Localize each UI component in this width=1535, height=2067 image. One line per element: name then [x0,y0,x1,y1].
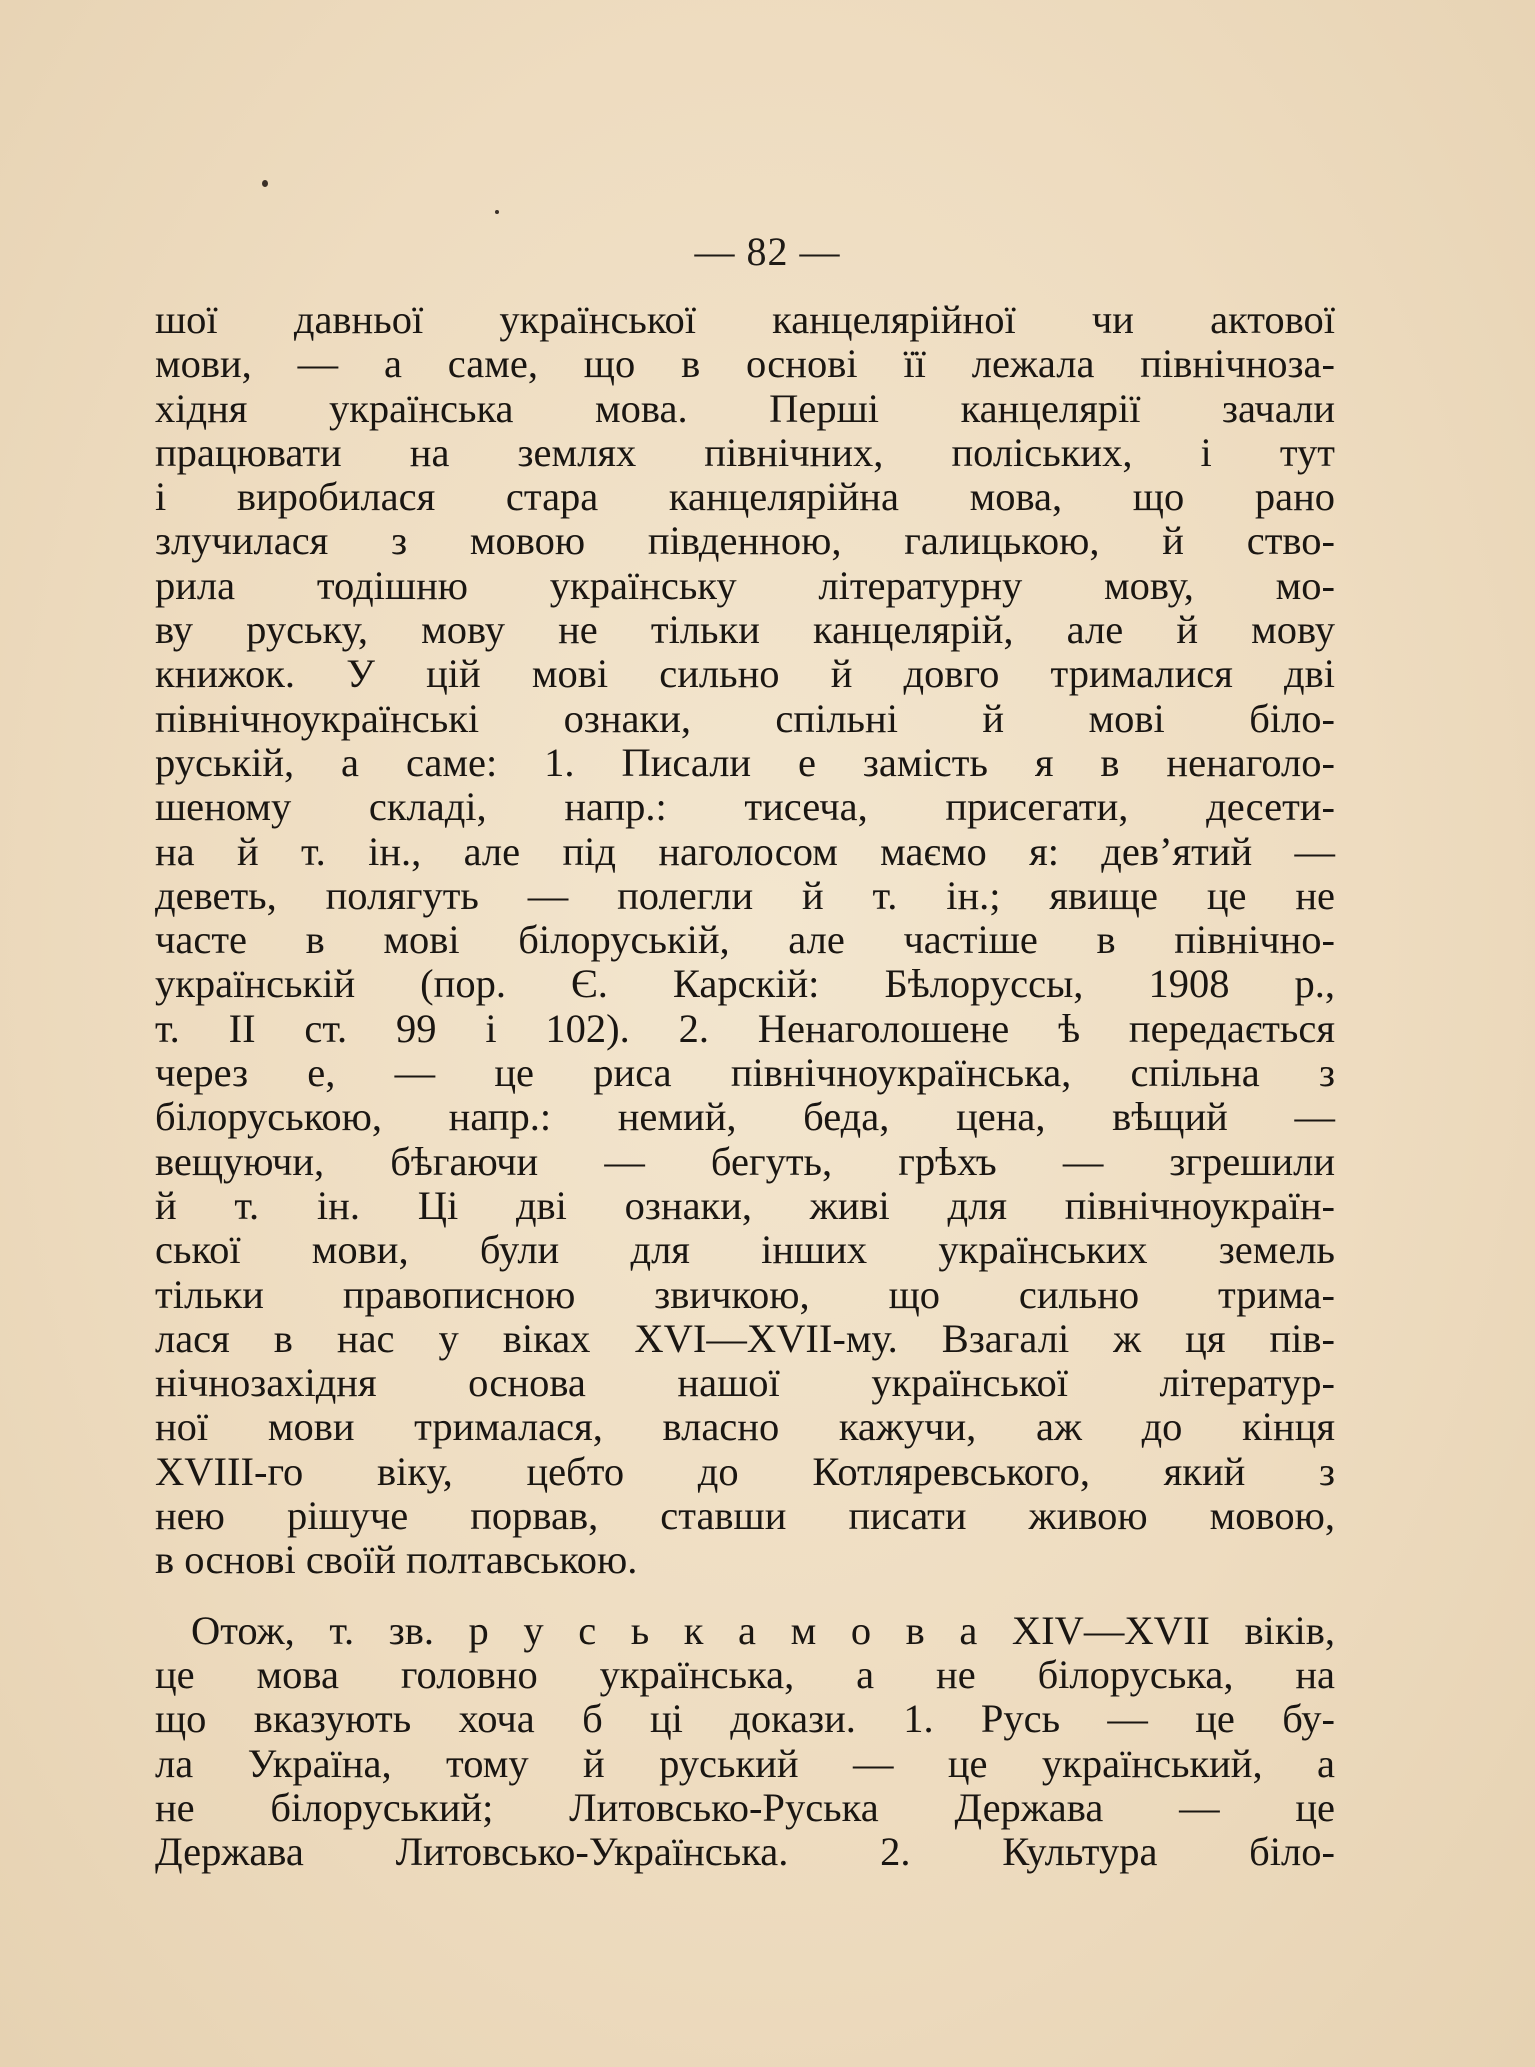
paragraph-1 [155,298,1335,1583]
text-line: не білоруський; Литовсько-Руська Держава — це [155,1784,1335,1830]
page-number: — 82 — [694,229,841,274]
text-line: ву руську, мову не тільки канцелярій, але й мову [155,607,1335,653]
text-line: часте в мові білоруській, але частіше в північно- [155,917,1335,963]
text-line: білоруською, напр.: немий, беда, цена, вѣщий — [155,1094,1335,1140]
text-line: через е, — це риса північноукраїнська, спільна з [155,1050,1335,1096]
text-line: й т. ін. Ці дві ознаки, живі для північноукраїн- [155,1182,1335,1228]
text-line: північноукраїнські ознаки, спільні й мові біло- [155,695,1335,741]
text-line: працювати на землях північних, поліських, і тут [155,429,1335,475]
text-line: XVIII-го віку, цебто до Котляревського, який з [155,1448,1335,1494]
text-line: і виробилася стара канцелярійна мова, що рано [155,474,1335,520]
text-line: нічнозахідня основа нашої української літератур- [155,1360,1335,1406]
text-line: українській (пор. Є. Карскій: Бѣлоруссы, 1908 р., [155,961,1335,1007]
text-line: деветь, полягуть — полегли й т. ін.; явище це не [155,872,1335,918]
text-line: злучилася з мовою південною, галицькою, й ство- [155,518,1335,564]
text-line: шеному складі, напр.: тисеча, присегати, десети- [155,784,1335,830]
text-line: це мова головно українська, а не білоруська, на [155,1651,1335,1697]
text-line: на й т. ін., але під наголосом маємо я: дев’ятий — [155,828,1335,874]
body-text [155,298,1335,1874]
text-line: ної мови трималася, власно кажучи, аж до кінця [155,1404,1335,1450]
paragraph-gap [155,1583,1335,1609]
text-line: книжок. У цій мові сильно й довго трималися дві [155,651,1335,697]
text-line: Держава Литовсько-Українська. 2. Культура біло- [155,1829,1335,1875]
paragraph-2 [155,1609,1335,1875]
text-line: руській, а саме: 1. Писали е замість я в ненаголо- [155,739,1335,785]
ink-speck [495,210,499,214]
text-line: тільки правописною звичкою, що сильно трима- [155,1271,1335,1317]
text-line: хідня українська мова. Перші канцелярії зачали [155,385,1335,431]
text-line: вещуючи, бѣгаючи — бегуть, грѣхъ — згрешили [155,1138,1335,1184]
text-line: т. II ст. 99 і 102). 2. Ненаголошене ѣ передається [155,1005,1335,1051]
text-line: нею рішуче порвав, ставши писати живою мовою, [155,1493,1335,1539]
text-line: ла Україна, тому й руський — це український, а [155,1740,1335,1786]
text-line: шої давньої української канцелярійної чи актової [155,297,1335,342]
text-line: Отож, т. зв. р у с ь к а м о в а XIV—XVII віків, [191,1607,1335,1653]
ink-speck [262,180,268,187]
text-line: рила тодішню українську літературну мову, мо- [155,562,1335,608]
text-line: ської мови, були для інших українських земель [155,1227,1335,1273]
text-line: лася в нас у віках XVI—XVII-му. Взагалі ж ця пів- [155,1315,1335,1361]
text-line: в основі своїй полтавською. [155,1537,638,1583]
text-line: що вказують хоча б ці докази. 1. Русь — це бу- [155,1696,1335,1742]
text-line: мови, — а саме, що в основі її лежала північноза- [155,341,1335,387]
